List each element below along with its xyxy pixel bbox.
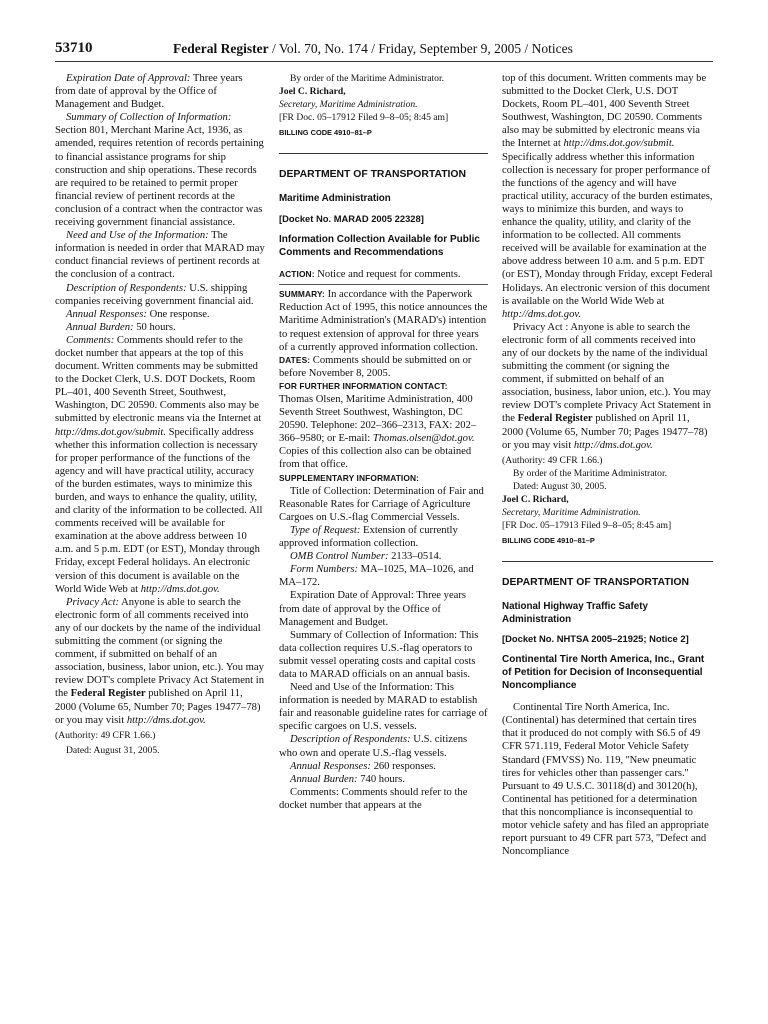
field-text: top of this document. Written comments may be submitted to the Docket Clerk, U.S. DOT Dockets, Room PL–401, 400 Seventh Street Southwest, Washington, DC 20590. Comments also may be submitted by electronic means via the Internet at: [502, 73, 707, 150]
supplementary-label-text: SUPPLEMENTARY INFORMATION:: [279, 472, 420, 483]
paragraph: [502, 72, 713, 321]
department-heading: DEPARTMENT OF TRANSPORTATION: [279, 169, 467, 181]
action-text: Notice and request for comments.: [314, 269, 461, 281]
contact: [279, 393, 488, 472]
field-text: published on April 11, 2000 (Volume 65, Number 70; Pages 19477–78) or you may visit: [55, 688, 261, 726]
field-text: Three years from date of approval by the Office of Management and Budget.: [55, 73, 243, 111]
docket-number: [Docket No. MARAD 2005 22328]: [279, 212, 424, 224]
notice-title: Information Collection Available for Public Comments and Recommendations: [279, 233, 480, 258]
paragraph: Comments: Comments should refer to the docket number that appears at the: [279, 786, 468, 811]
contact-text: Thomas Olsen, Maritime Administration, 400 Seventh Street Southwest, Washington, DC 20590. Telephone: 202–366–2313, FAX: 202–366–9580; or E-mail:: [279, 394, 477, 445]
email-link[interactable]: Thomas.olsen@dot.gov.: [372, 433, 475, 445]
summary: [279, 288, 488, 353]
field-text: MA–1025, MA–1026, and MA–172.: [279, 564, 474, 589]
dms-url-link[interactable]: http://dms.dot.gov.: [126, 714, 206, 726]
field-text: Privacy Act : Anyone is able to search the electronic form of all comments received into any of our dockets by the name of the individual submitting the comment (or signing the comment, if submitted on behalf of an association, business, labor union, etc.). You may review DOT's complete Privacy Act Statement in the: [502, 321, 712, 425]
agency-heading: National Highway Traffic Safety Administration: [502, 601, 648, 625]
paragraph: [279, 773, 488, 786]
header-rule: [55, 61, 713, 62]
signer-name: [502, 493, 713, 506]
paragraph: [55, 229, 265, 281]
paragraph: Continental Tire North America, Inc. (Continental) has determined that certain tires that it produced do not comply with S6.5 of 49 CFR 571.119, Federal Motor Vehicle Safety Standard (FMVSS) No. 119, ''New pneumatic tires for vehicles other than passenger cars.'' Pursuant to 49 U.S.C. 30118(d) and 30120(h), Continental has petitioned for a determination that this noncompliance is inconsequential to motor vehicle safety and has filed an appropriate report pursuant to 49 CFR part 573, ''Defect and Noncompliance: [502, 702, 709, 858]
paragraph: Title of Collection: Determination of Fair and Reasonable Rates for Carriage of Agriculture Cargoes on U.S.-flag Commercial Vessels.: [279, 485, 484, 523]
field-label: Annual Burden:: [66, 321, 134, 333]
department-heading: DEPARTMENT OF TRANSPORTATION: [502, 577, 690, 589]
docket-url-link[interactable]: http://dms.dot.gov/submit.: [55, 426, 166, 438]
field-text: U.S. citizens who own and operate U.S.-flag vessels.: [279, 734, 468, 759]
issue-info: / Vol. 70, No. 174 / Friday, September 9, 2005 / Notices: [268, 41, 573, 56]
field-label: Expiration Date of Approval:: [66, 73, 191, 84]
field-text: Section 801, Merchant Marine Act, 1936, as amended, requires retention of records pertaining to financial assistance programs for ship construction and ship operations. These records are required to be retained to permit proper financial review of pertinent records at the conclusion of a contract when the contractor was receiving government financial assistance.: [55, 125, 264, 229]
dms-url-link[interactable]: http://dms.dot.gov.: [140, 583, 220, 595]
signer-title-text: Secretary, Maritime Administration.: [279, 99, 418, 111]
supplementary-label: [279, 472, 488, 485]
paragraph: Expiration Date of Approval: Three years from date of approval by the Office of Management and Budget.: [279, 590, 467, 628]
paragraph: [279, 760, 488, 773]
billing-code: BILLING CODE 4910–81–P: [502, 536, 595, 546]
field-label: OMB Control Number:: [290, 551, 389, 563]
signer-title: [502, 506, 713, 519]
action: [279, 268, 488, 281]
contact-text: Copies of this collection also can be obtained from that office.: [279, 446, 472, 471]
signer-title: [279, 98, 488, 111]
order-line: By order of the Maritime Administrator.: [290, 73, 445, 84]
notice-title: Continental Tire North America, Inc., Grant of Petition for Decision of Inconsequential Noncompliance: [502, 654, 705, 691]
field-label: Summary of Collection of Information:: [66, 112, 232, 124]
column-3: [502, 72, 713, 858]
billing-code: BILLING CODE 4910–81–P: [279, 128, 372, 138]
field-text: 260 responses.: [370, 760, 436, 772]
field-label: Comments:: [66, 334, 115, 346]
summary-text: In accordance with the Paperwork Reduction Act of 1995, this notice announces the Maritime Administration's (MARAD's) intention to request extension of approval for three years of a currently approved information collection.: [279, 289, 488, 353]
fr-doc: [FR Doc. 05–17912 Filed 9–8–05; 8:45 am]: [279, 112, 449, 124]
paragraph: [502, 321, 713, 452]
dated: Dated: August 30, 2005.: [513, 480, 607, 492]
contact-label-text: FOR FURTHER INFORMATION CONTACT:: [279, 380, 448, 391]
paragraph: Need and Use of the Information: This information is needed by MARAD to establish fair and reasonable guideline rates for carriage of specific cargoes on U.S. vessels.: [279, 682, 488, 733]
divider: [279, 284, 488, 285]
dates-label: DATES:: [279, 354, 311, 365]
paragraph: [55, 308, 265, 321]
order-line: By order of the Maritime Administrator.: [513, 467, 668, 479]
field-text: Extension of currently approved information collection.: [279, 524, 458, 550]
signer-name-text: Joel C. Richard,: [502, 494, 569, 505]
dms-url-link[interactable]: http://dms.dot.gov.: [573, 439, 653, 451]
column-2: [279, 72, 488, 812]
federal-register-ref: Federal Register: [70, 688, 146, 700]
signer-name-text: Joel C. Richard,: [279, 86, 346, 98]
field-label: Description of Respondents:: [66, 282, 187, 294]
field-text: published on April 11, 2000 (Volume 65, Number 70; Pages 19477–78) or you may visit: [502, 413, 708, 451]
paragraph: [279, 524, 488, 550]
field-label: Privacy Act:: [66, 596, 120, 608]
paragraph: [55, 282, 265, 308]
federal-register-ref: Federal Register: [517, 413, 593, 425]
page-header: [55, 40, 713, 60]
field-label: Need and Use of the Information:: [66, 230, 209, 242]
field-label: Description of Respondents:: [290, 734, 411, 746]
field-text: Specifically address whether this information collection is necessary for proper performance of the functions of the agency and will have practical utility, accuracy of the burden estimates, ways to minimize this burden, and ways to enhance the quality, utility, and clarity of the information to be collected. All comments received will be available for examination at the above address between 10 a.m. and 5 p.m. EDT (or EST), Monday through Friday, except Federal Holidays. An electronic version of this document is available on the World Wide Web at: [502, 151, 713, 307]
paragraph: Summary of Collection of Information: This data collection requires U.S.-flag operators to submit vessel operating costs and capital costs data to MARAD officials on an annual basis.: [279, 629, 479, 680]
authority: (Authority: 49 CFR 1.66.): [55, 729, 156, 741]
dates-text: Comments should be submitted on or before November 8, 2005.: [279, 354, 472, 379]
paragraph: [279, 563, 488, 589]
contact-label: [279, 380, 488, 393]
paragraph: [279, 733, 488, 759]
paragraph: [55, 321, 265, 334]
field-label: Annual Responses:: [66, 308, 147, 320]
field-text: Anyone is able to search the electronic form of all comments received into any of our dockets by the name of the individual submitting the comment (or signing the comment, if submitted on behalf of an association, business, labor union, etc.). You may review DOT's complete Privacy Act Statement in the: [55, 596, 265, 700]
docket-url-link[interactable]: http://dms.dot.gov/submit.: [563, 138, 675, 150]
paragraph: [279, 550, 488, 563]
fr-doc: [FR Doc. 05–17913 Filed 9–8–05; 8:45 am]: [502, 520, 672, 532]
page-number: 53710: [55, 40, 93, 56]
paragraph: [55, 596, 265, 727]
dms-url-link[interactable]: http://dms.dot.gov.: [502, 308, 581, 320]
field-label: Type of Request:: [290, 524, 361, 536]
paragraph: [55, 111, 265, 229]
field-text: Specifically address whether this information collection is necessary for proper performance of the functions of the agency and will have practical utility, accuracy of the burden estimates, ways to minimize this burden, and ways to enhance the quality, utility, and clarity of the information to be collected. All comments received will be available for examination at the above address between 10 a.m. and 5 p.m. EDT (or EST), Monday through Friday, except Federal holidays. An electronic version of this document is available on the World Wide Web at: [55, 426, 263, 595]
field-text: 50 hours.: [133, 321, 176, 333]
docket-number: [Docket No. NHTSA 2005–21925; Notice 2]: [502, 633, 689, 645]
section-rule: [502, 561, 713, 562]
field-text: One response.: [146, 308, 210, 320]
field-text: Comments should refer to the docket number that appears at the top of this document. Written comments may be submitted to the Docket Clerk, U.S. DOT Dockets, Room PL–401, 400 Seventh Street, Southwest, Washington, DC 20590. Comments also may be submitted by electronic means via the Internet at: [55, 334, 262, 425]
paragraph: [55, 334, 265, 596]
dates: [279, 354, 488, 380]
field-text: 2133–0514.: [388, 551, 442, 563]
authority: (Authority: 49 CFR 1.66.): [502, 454, 603, 466]
paragraph: [55, 72, 265, 111]
section-rule: [279, 153, 488, 154]
dated: Dated: August 31, 2005.: [66, 744, 160, 756]
running-head: [173, 41, 573, 57]
field-label: Form Numbers:: [290, 564, 358, 576]
column-1: [55, 72, 265, 757]
field-text: U.S. shipping companies receiving government financial aid.: [55, 282, 254, 307]
field-label: Annual Burden:: [290, 773, 358, 785]
action-label: ACTION:: [279, 269, 315, 280]
agency-heading: Maritime Administration: [279, 193, 391, 205]
field-label: Annual Responses:: [290, 760, 371, 772]
signer-title-text: Secretary, Maritime Administration.: [502, 507, 641, 519]
journal-name: Federal Register: [173, 41, 269, 56]
field-text: 740 hours.: [357, 773, 405, 785]
summary-label: SUMMARY:: [279, 289, 325, 300]
signer-name: [279, 85, 488, 98]
field-text: The information is needed in order that MARAD may conduct financial reviews of pertinent records at the conclusion of a contract.: [55, 230, 265, 281]
